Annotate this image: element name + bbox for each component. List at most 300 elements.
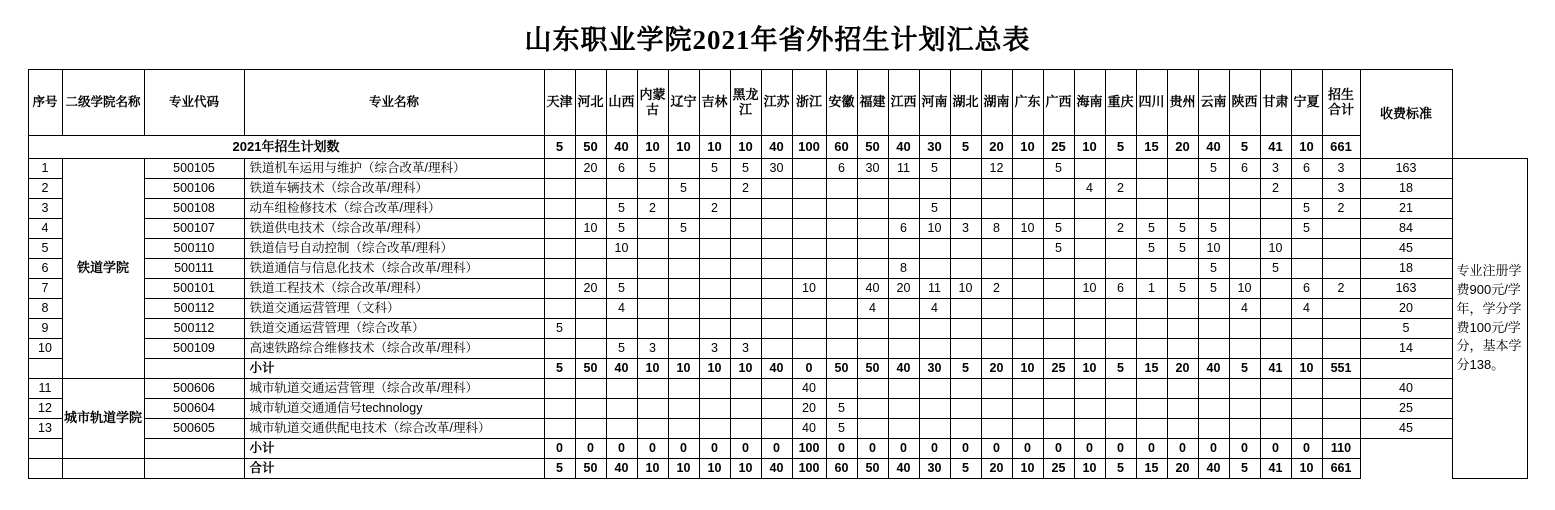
cell-province-8: 10 — [792, 279, 826, 299]
cell-province-23 — [1260, 419, 1291, 439]
cell-seq — [28, 359, 62, 379]
plan-value-18: 5 — [1105, 136, 1136, 159]
cell-province-21 — [1198, 319, 1229, 339]
cell-province-10 — [857, 399, 888, 419]
cell-major: 城市轨道交通供配电技术（综合改革/理科） — [244, 419, 544, 439]
cell-province-12 — [919, 319, 950, 339]
header-province-20: 贵州 — [1167, 70, 1198, 136]
cell-province-9: 5 — [826, 399, 857, 419]
cell-province-0 — [544, 379, 575, 399]
cell-province-20 — [1167, 399, 1198, 419]
cell-province-9: 50 — [826, 359, 857, 379]
cell-province-9 — [826, 239, 857, 259]
cell-province-1 — [575, 179, 606, 199]
cell-major: 铁道交通运营管理（文科） — [244, 299, 544, 319]
cell-province-2: 6 — [606, 159, 637, 179]
cell-province-2 — [606, 419, 637, 439]
cell-province-24 — [1291, 259, 1322, 279]
cell-province-22 — [1229, 399, 1260, 419]
cell-province-3 — [637, 299, 668, 319]
cell-province-14 — [981, 299, 1012, 319]
cell-province-22 — [1229, 379, 1260, 399]
cell-province-25 — [1322, 219, 1360, 239]
cell-province-16 — [1043, 299, 1074, 319]
cell-province-6: 2 — [730, 179, 761, 199]
cell-major: 动车组检修技术（综合改革/理科） — [244, 199, 544, 219]
cell-province-1 — [575, 419, 606, 439]
cell-province-2: 5 — [606, 339, 637, 359]
plan-value-3: 10 — [637, 136, 668, 159]
cell-province-14: 8 — [981, 219, 1012, 239]
cell-province-11: 40 — [888, 459, 919, 479]
plan-value-13: 5 — [950, 136, 981, 159]
cell-province-2: 10 — [606, 239, 637, 259]
cell-province-7: 40 — [761, 459, 792, 479]
cell-province-10 — [857, 339, 888, 359]
cell-province-13 — [950, 399, 981, 419]
cell-province-13 — [950, 419, 981, 439]
cell-province-8: 20 — [792, 399, 826, 419]
cell-province-6 — [730, 319, 761, 339]
cell-province-3 — [637, 259, 668, 279]
cell-province-23: 2 — [1260, 179, 1291, 199]
plan-total: 661 — [1322, 136, 1360, 159]
cell-province-2 — [606, 259, 637, 279]
cell-province-20 — [1167, 379, 1198, 399]
plan-value-17: 10 — [1074, 136, 1105, 159]
cell-province-5: 10 — [699, 359, 730, 379]
cell-province-19 — [1136, 339, 1167, 359]
cell-province-15 — [1012, 199, 1043, 219]
cell-province-25 — [1322, 299, 1360, 319]
header-province-23: 甘肃 — [1260, 70, 1291, 136]
cell-province-25 — [1322, 319, 1360, 339]
table-row — [28, 339, 1527, 359]
cell-province-24 — [1291, 379, 1322, 399]
cell-province-7: 0 — [761, 439, 792, 459]
cell-code: 500110 — [144, 239, 244, 259]
subtotal-row — [28, 439, 1527, 459]
cell-province-11 — [888, 379, 919, 399]
cell-province-16 — [1043, 259, 1074, 279]
cell-province-11: 6 — [888, 219, 919, 239]
cell-province-13: 5 — [950, 459, 981, 479]
table-row — [28, 419, 1527, 439]
header-province-8: 浙江 — [792, 70, 826, 136]
cell-province-10: 4 — [857, 299, 888, 319]
header-province-14: 湖南 — [981, 70, 1012, 136]
cell-province-12: 11 — [919, 279, 950, 299]
cell-province-10: 0 — [857, 439, 888, 459]
cell-major: 城市轨道交通通信号technology — [244, 399, 544, 419]
table-row — [28, 159, 1527, 179]
header-code: 专业代码 — [144, 70, 244, 136]
cell-province-12: 5 — [919, 159, 950, 179]
cell-total: 20 — [1360, 299, 1452, 319]
table-row — [28, 319, 1527, 339]
plan-value-4: 10 — [668, 136, 699, 159]
table-row — [28, 279, 1527, 299]
cell-province-17 — [1074, 319, 1105, 339]
cell-province-19: 15 — [1136, 459, 1167, 479]
cell-province-15 — [1012, 399, 1043, 419]
cell-province-14 — [981, 339, 1012, 359]
header-total: 招生合计 — [1322, 70, 1360, 136]
cell-major: 铁道信号自动控制（综合改革/理科） — [244, 239, 544, 259]
cell-province-1: 20 — [575, 279, 606, 299]
cell-province-18: 2 — [1105, 179, 1136, 199]
plan-value-22: 5 — [1229, 136, 1260, 159]
plan-value-5: 10 — [699, 136, 730, 159]
cell-province-23 — [1260, 199, 1291, 219]
cell-province-3 — [637, 239, 668, 259]
cell-province-13 — [950, 339, 981, 359]
cell-province-6 — [730, 299, 761, 319]
header-province-19: 四川 — [1136, 70, 1167, 136]
header-province-16: 广西 — [1043, 70, 1074, 136]
cell-province-0 — [544, 279, 575, 299]
cell-province-14 — [981, 239, 1012, 259]
cell-total: 45 — [1360, 239, 1452, 259]
cell-province-3: 0 — [637, 439, 668, 459]
cell-total: 551 — [1322, 359, 1360, 379]
plan-value-9: 60 — [826, 136, 857, 159]
cell-code: 500112 — [144, 319, 244, 339]
cell-province-2: 5 — [606, 279, 637, 299]
plan-value-10: 50 — [857, 136, 888, 159]
cell-province-14: 20 — [981, 359, 1012, 379]
cell-major: 铁道工程技术（综合改革/理科） — [244, 279, 544, 299]
cell-province-12 — [919, 339, 950, 359]
cell-province-8 — [792, 199, 826, 219]
cell-province-6: 0 — [730, 439, 761, 459]
cell-province-15: 10 — [1012, 219, 1043, 239]
cell-province-8 — [792, 259, 826, 279]
cell-code: 500606 — [144, 379, 244, 399]
cell-province-11 — [888, 399, 919, 419]
cell-province-15 — [1012, 339, 1043, 359]
cell-province-24: 10 — [1291, 359, 1322, 379]
cell-province-7: 40 — [761, 359, 792, 379]
cell-province-9 — [826, 259, 857, 279]
cell-province-11: 40 — [888, 359, 919, 379]
cell-province-1: 0 — [575, 439, 606, 459]
cell-province-0 — [544, 259, 575, 279]
cell-code — [144, 359, 244, 379]
cell-province-15 — [1012, 319, 1043, 339]
cell-province-12: 5 — [919, 199, 950, 219]
cell-province-20 — [1167, 339, 1198, 359]
cell-province-23: 0 — [1260, 439, 1291, 459]
cell-province-20 — [1167, 199, 1198, 219]
enrollment-plan-table — [28, 69, 1528, 479]
cell-province-22 — [1229, 419, 1260, 439]
cell-province-18 — [1105, 319, 1136, 339]
cell-province-9: 6 — [826, 159, 857, 179]
cell-province-18 — [1105, 399, 1136, 419]
cell-province-16 — [1043, 339, 1074, 359]
cell-province-21: 0 — [1198, 439, 1229, 459]
cell-province-18 — [1105, 159, 1136, 179]
header-province-21: 云南 — [1198, 70, 1229, 136]
cell-province-19: 1 — [1136, 279, 1167, 299]
cell-province-19 — [1136, 159, 1167, 179]
cell-province-18: 6 — [1105, 279, 1136, 299]
header-province-18: 重庆 — [1105, 70, 1136, 136]
cell-province-7 — [761, 179, 792, 199]
table-body — [28, 159, 1527, 479]
cell-province-23: 5 — [1260, 259, 1291, 279]
cell-province-1 — [575, 379, 606, 399]
cell-province-25: 2 — [1322, 279, 1360, 299]
table-row — [28, 399, 1527, 419]
cell-code — [144, 439, 244, 459]
cell-province-0 — [544, 199, 575, 219]
cell-province-22: 4 — [1229, 299, 1260, 319]
cell-province-22 — [1229, 319, 1260, 339]
cell-province-2: 5 — [606, 219, 637, 239]
cell-province-1 — [575, 339, 606, 359]
cell-province-12 — [919, 179, 950, 199]
cell-province-14: 0 — [981, 439, 1012, 459]
cell-province-19: 0 — [1136, 439, 1167, 459]
plan-value-16: 25 — [1043, 136, 1074, 159]
cell-province-8 — [792, 159, 826, 179]
cell-province-5 — [699, 319, 730, 339]
cell-province-16 — [1043, 179, 1074, 199]
cell-code: 500111 — [144, 259, 244, 279]
cell-province-0: 5 — [544, 319, 575, 339]
cell-province-18: 5 — [1105, 359, 1136, 379]
cell-province-4 — [668, 239, 699, 259]
cell-province-3: 5 — [637, 159, 668, 179]
plan-value-20: 20 — [1167, 136, 1198, 159]
cell-province-5: 3 — [699, 339, 730, 359]
cell-seq: 5 — [28, 239, 62, 259]
cell-province-8: 40 — [792, 379, 826, 399]
cell-province-22 — [1229, 199, 1260, 219]
cell-province-17 — [1074, 379, 1105, 399]
cell-province-4 — [668, 199, 699, 219]
cell-province-7: 30 — [761, 159, 792, 179]
header-major: 专业名称 — [244, 70, 544, 136]
cell-province-17 — [1074, 259, 1105, 279]
cell-province-24: 6 — [1291, 279, 1322, 299]
cell-province-8: 100 — [792, 439, 826, 459]
header-province-17: 海南 — [1074, 70, 1105, 136]
cell-province-15: 10 — [1012, 459, 1043, 479]
cell-total: 661 — [1322, 459, 1360, 479]
cell-province-17: 10 — [1074, 359, 1105, 379]
cell-province-14: 12 — [981, 159, 1012, 179]
cell-total: 14 — [1360, 339, 1452, 359]
header-province-15: 广东 — [1012, 70, 1043, 136]
cell-province-23 — [1260, 219, 1291, 239]
cell-province-3: 10 — [637, 459, 668, 479]
cell-province-21 — [1198, 379, 1229, 399]
cell-province-2: 4 — [606, 299, 637, 319]
plan-value-7: 40 — [761, 136, 792, 159]
cell-province-18 — [1105, 299, 1136, 319]
cell-province-8 — [792, 299, 826, 319]
cell-province-8 — [792, 239, 826, 259]
cell-province-14 — [981, 179, 1012, 199]
cell-province-17: 0 — [1074, 439, 1105, 459]
cell-province-11 — [888, 239, 919, 259]
plan-value-23: 41 — [1260, 136, 1291, 159]
cell-seq — [28, 459, 62, 479]
cell-province-4: 5 — [668, 179, 699, 199]
cell-province-6 — [730, 379, 761, 399]
cell-province-25 — [1322, 239, 1360, 259]
cell-province-0 — [544, 419, 575, 439]
cell-code — [144, 459, 244, 479]
cell-province-13: 5 — [950, 359, 981, 379]
cell-province-22: 6 — [1229, 159, 1260, 179]
cell-province-24: 5 — [1291, 219, 1322, 239]
cell-total: 21 — [1360, 199, 1452, 219]
cell-province-10: 50 — [857, 459, 888, 479]
subtotal-row — [28, 359, 1527, 379]
cell-major: 铁道车辆技术（综合改革/理科） — [244, 179, 544, 199]
cell-college: 城市轨道学院 — [62, 379, 144, 459]
cell-province-15: 0 — [1012, 439, 1043, 459]
header-province-0: 天津 — [544, 70, 575, 136]
cell-province-20: 5 — [1167, 219, 1198, 239]
cell-province-1 — [575, 399, 606, 419]
cell-province-9 — [826, 379, 857, 399]
cell-province-22: 10 — [1229, 279, 1260, 299]
plan-value-15: 10 — [1012, 136, 1043, 159]
header-province-6: 黑龙江 — [730, 70, 761, 136]
cell-province-3 — [637, 219, 668, 239]
cell-province-24: 5 — [1291, 199, 1322, 219]
cell-province-15 — [1012, 259, 1043, 279]
cell-grand-total-label: 合计 — [244, 459, 544, 479]
cell-province-0 — [544, 159, 575, 179]
cell-province-12: 30 — [919, 459, 950, 479]
cell-province-24: 6 — [1291, 159, 1322, 179]
cell-province-7 — [761, 339, 792, 359]
cell-province-5: 5 — [699, 159, 730, 179]
plan-value-24: 10 — [1291, 136, 1322, 159]
cell-fee-note: 专业注册学费900元/学年，学分学费100元/学分，基本学分138。 — [1452, 159, 1527, 479]
header-province-2: 山西 — [606, 70, 637, 136]
header-college: 二级学院名称 — [62, 70, 144, 136]
cell-province-3 — [637, 399, 668, 419]
cell-province-25 — [1322, 259, 1360, 279]
cell-province-3 — [637, 319, 668, 339]
cell-province-6 — [730, 239, 761, 259]
cell-province-19 — [1136, 399, 1167, 419]
cell-province-1: 10 — [575, 219, 606, 239]
cell-seq: 9 — [28, 319, 62, 339]
cell-province-4: 10 — [668, 459, 699, 479]
cell-code: 500109 — [144, 339, 244, 359]
cell-subtotal-label: 小计 — [244, 359, 544, 379]
cell-province-10: 30 — [857, 159, 888, 179]
cell-province-9: 60 — [826, 459, 857, 479]
cell-province-0: 0 — [544, 439, 575, 459]
cell-province-21: 5 — [1198, 159, 1229, 179]
cell-province-4 — [668, 339, 699, 359]
cell-province-15 — [1012, 299, 1043, 319]
cell-province-8 — [792, 179, 826, 199]
cell-province-14 — [981, 199, 1012, 219]
cell-province-4 — [668, 159, 699, 179]
cell-province-5: 10 — [699, 459, 730, 479]
cell-province-25 — [1322, 379, 1360, 399]
cell-province-19 — [1136, 259, 1167, 279]
cell-province-4 — [668, 259, 699, 279]
header-province-24: 宁夏 — [1291, 70, 1322, 136]
cell-province-11 — [888, 339, 919, 359]
cell-province-17 — [1074, 239, 1105, 259]
cell-province-6 — [730, 259, 761, 279]
cell-province-5 — [699, 279, 730, 299]
cell-code: 500101 — [144, 279, 244, 299]
header-seq: 序号 — [28, 70, 62, 136]
cell-province-24: 0 — [1291, 439, 1322, 459]
cell-province-25 — [1322, 419, 1360, 439]
cell-code: 500107 — [144, 219, 244, 239]
cell-province-21 — [1198, 339, 1229, 359]
cell-province-2: 40 — [606, 459, 637, 479]
cell-province-16 — [1043, 379, 1074, 399]
header-province-11: 江西 — [888, 70, 919, 136]
cell-province-5 — [699, 299, 730, 319]
cell-province-4 — [668, 299, 699, 319]
cell-province-21: 40 — [1198, 359, 1229, 379]
cell-province-10 — [857, 239, 888, 259]
cell-province-7 — [761, 399, 792, 419]
cell-province-7 — [761, 199, 792, 219]
table-row — [28, 179, 1527, 199]
cell-province-16: 0 — [1043, 439, 1074, 459]
cell-total: 18 — [1360, 259, 1452, 279]
cell-province-14 — [981, 259, 1012, 279]
cell-province-20: 5 — [1167, 279, 1198, 299]
cell-province-7 — [761, 239, 792, 259]
cell-province-6: 3 — [730, 339, 761, 359]
cell-province-25 — [1322, 399, 1360, 419]
cell-major: 高速铁路综合维修技术（综合改革/理科） — [244, 339, 544, 359]
plan-value-1: 50 — [575, 136, 606, 159]
cell-province-1: 50 — [575, 359, 606, 379]
cell-seq: 10 — [28, 339, 62, 359]
cell-college — [62, 459, 144, 479]
cell-total: 45 — [1360, 419, 1452, 439]
plan-value-21: 40 — [1198, 136, 1229, 159]
plan-value-2: 40 — [606, 136, 637, 159]
cell-province-0: 5 — [544, 459, 575, 479]
cell-seq: 13 — [28, 419, 62, 439]
table-row — [28, 219, 1527, 239]
header-province-10: 福建 — [857, 70, 888, 136]
cell-province-22 — [1229, 339, 1260, 359]
cell-province-17 — [1074, 299, 1105, 319]
cell-province-22: 5 — [1229, 359, 1260, 379]
cell-province-8: 0 — [792, 359, 826, 379]
cell-province-8: 100 — [792, 459, 826, 479]
header-province-22: 陕西 — [1229, 70, 1260, 136]
cell-province-17 — [1074, 159, 1105, 179]
cell-province-21 — [1198, 419, 1229, 439]
cell-province-18: 2 — [1105, 219, 1136, 239]
cell-province-18 — [1105, 339, 1136, 359]
cell-province-14 — [981, 379, 1012, 399]
cell-province-16: 5 — [1043, 219, 1074, 239]
